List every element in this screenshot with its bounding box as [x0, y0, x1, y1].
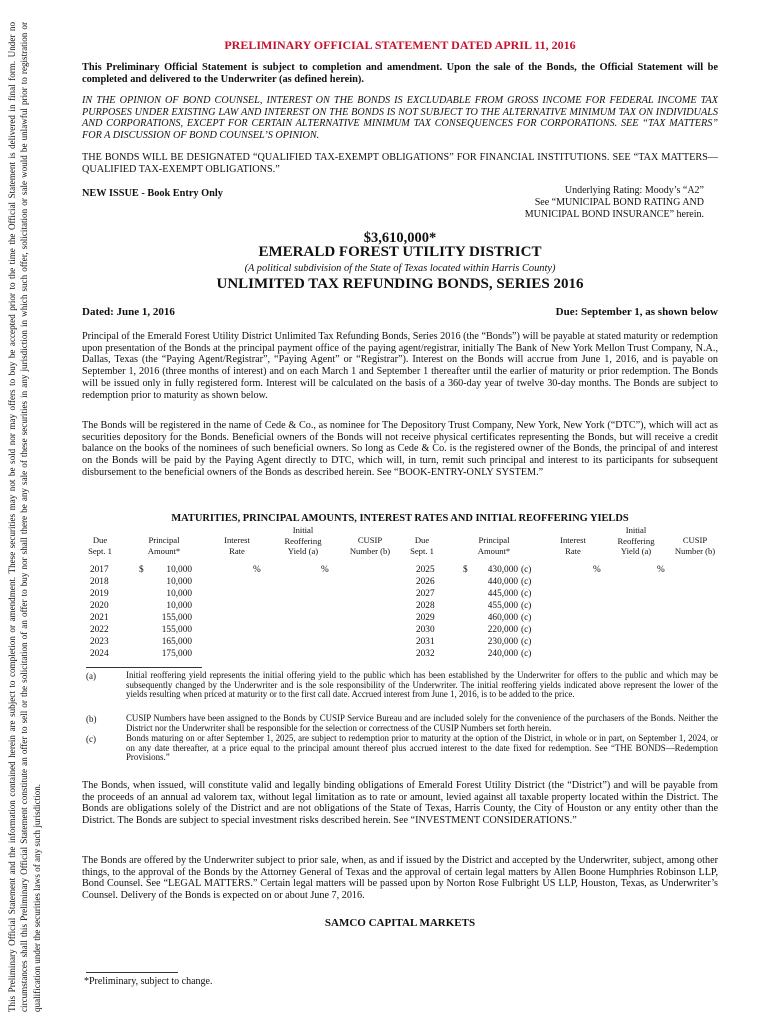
underwriter-name: SAMCO CAPITAL MARKETS — [324, 917, 476, 929]
offering-paragraph: The Bonds are offered by the Underwriter subject to prior sale, when, as and if issued by the District and accepted by the Underwriter, subject, among other things, to the approval of the Bonds by the Attorney General of Texas and the approval of certain legal matters by Allen Boone Humphries Robinson LLP, Bond Counsel. See “LEGAL MATTERS.” Certain legal matters will be passed upon by Norton Rose Fulbright US LLP, Houston, Texas, as Underwriter’s Counsel. Delivery of the Bonds is expected on or about June 7, 2016. — [82, 855, 718, 902]
principal-amount: 455,000 — [487, 601, 518, 611]
dated-date: Dated: June 1, 2016 — [82, 306, 175, 318]
principal-amount: 175,000 — [161, 649, 192, 659]
maturity-year: 2020 — [90, 601, 109, 611]
right-yield-symbol: % — [657, 565, 665, 575]
call-mark: (c) — [521, 613, 532, 623]
maturity-year: 2025 — [416, 565, 435, 575]
principal-amount: 230,000 — [487, 637, 518, 647]
header-rate: Interest Rate — [560, 535, 586, 556]
footnote-mark: (a) — [86, 671, 96, 681]
designation-paragraph: THE BONDS WILL BE DESIGNATED “QUALIFIED TAX-EXEMPT OBLIGATIONS” FOR FINANCIAL INSTITUTIONS. SEE “TAX MATTERS—QUALIFIED TAX-EXEMPT OBLIGATIONS.” — [82, 152, 718, 175]
rating-line: Underlying Rating: Moody’s “A2” — [564, 185, 704, 196]
rating-line: MUNICIPAL BOND INSURANCE” herein. — [524, 209, 704, 221]
maturity-year: 2030 — [416, 625, 435, 635]
left-years-column — [90, 564, 109, 660]
new-issue-label: NEW ISSUE - Book Entry Only — [82, 188, 223, 199]
principal-amount: 445,000 — [487, 589, 518, 599]
header-yield: Initial Reoffering Yield (a) — [284, 525, 322, 557]
principal-amount: 220,000 — [487, 625, 518, 635]
maturity-table — [82, 525, 718, 665]
header-due: Due Sept. 1 — [410, 535, 434, 556]
maturity-year: 2024 — [90, 649, 109, 659]
right-dollar-sign: $ — [463, 565, 468, 575]
issuer-subdivision: (A political subdivision of the State of Texas located within Harris County) — [244, 263, 556, 274]
principal-amount: 10,000 — [166, 577, 192, 587]
legend-sidebar — [0, 0, 72, 1024]
call-mark: (c) — [521, 577, 532, 587]
header-yield: Initial Reoffering Yield (a) — [617, 525, 655, 557]
principal-amount: 10,000 — [166, 565, 192, 575]
right-call-marks-column — [521, 564, 531, 660]
bottom-footnote-divider — [86, 972, 178, 973]
issuer-name: EMERALD FOREST UTILITY DISTRICT — [258, 244, 542, 260]
header-principal: Principal Amount* — [477, 535, 511, 556]
maturity-year: 2032 — [416, 649, 435, 659]
maturity-year: 2017 — [90, 565, 109, 575]
header-cusip: CUSIP Number (b) — [349, 535, 391, 556]
principal-amount: 155,000 — [161, 625, 192, 635]
rating-block — [482, 185, 704, 222]
maturity-year: 2023 — [90, 637, 109, 647]
left-amounts-column — [148, 564, 192, 660]
offering-amount: $3,610,000* — [363, 230, 437, 246]
footnote-text: CUSIP Numbers have been assigned to the Bonds by CUSIP Service Bureau and are included solely for the convenience of the purchasers of the Bonds. Neither the District nor the Underwriter shall be responsible for the selection or correctness of the CUSIP Numbers set forth herein. — [126, 713, 718, 733]
principal-paragraph: Principal of the Emerald Forest Utility District Unlimited Tax Refunding Bonds, Series 2016 (the “Bonds”) will be payable at stated maturity or redemption upon presentation of the Bonds at the principal payment office of the paying agent/registrar, initially The Bank of New York Mellon Trust Company, N.A., Dallas, Texas (the “Paying Agent/Registrar”, “Paying Agent” or “Registrar”). Interest on the Bonds will accrue from June 1, 2016, and is payable on September 1, 2016 (three months of interest) and on each March 1 and September 1 thereafter until the earlier of maturity or prior redemption. The Bonds will be issued only in fully registered form. Interest will be calculated on the basis of a 360-day year of twelve 30-day months. The Bonds are subject to redemption prior to maturity as shown below. — [82, 331, 718, 401]
principal-amount: 460,000 — [487, 613, 518, 623]
header-due: Due Sept. 1 — [88, 535, 112, 556]
legend-text: This Preliminary Official Statement and the information contained herein are subject to completion or amendment. These securities may not be sold nor may offers to buy be accepted prior to the time the Official Statement is delivered in final form. Under no circumstances shall this Preliminary Official Statement constitute an offer to sell or the solicitation of an offer to buy nor shall there be any sale of these securities in any jurisdiction in which such offer, solicitation or sale would be unlawful prior to registration or qualification under the securities laws of any such jurisdiction. — [7, 22, 42, 1012]
maturity-year: 2031 — [416, 637, 435, 647]
footnote-text: Initial reoffering yield represents the initial offering yield to the public which has been established by the Underwriter for offers to the public and which may be subsequently changed by the Underwriter and is the sole responsibility of the Underwriter. The initial reoffering yields indicated above represent the lower of the yields resulting when priced at maturity or to the first call date. Accrued interest from June 1, 2016, is to be added to the price. — [126, 670, 718, 700]
maturity-year: 2026 — [416, 577, 435, 587]
call-mark: (c) — [521, 601, 532, 611]
call-mark: (c) — [521, 625, 532, 635]
maturity-year: 2021 — [90, 613, 109, 623]
principal-amount: 155,000 — [161, 613, 192, 623]
right-years-column — [416, 564, 435, 660]
maturity-year: 2018 — [90, 577, 109, 587]
left-yield-symbol: % — [321, 565, 329, 575]
preliminary-note: *Preliminary, subject to change. — [84, 976, 213, 987]
series-title: UNLIMITED TAX REFUNDING BONDS, SERIES 2016 — [216, 276, 584, 292]
maturity-table-title: MATURITIES, PRINCIPAL AMOUNTS, INTEREST RATES AND INITIAL REOFFERING YIELDS — [171, 513, 629, 524]
principal-amount: 165,000 — [161, 637, 192, 647]
maturity-year: 2027 — [416, 589, 435, 599]
due-date: Due: September 1, as shown below — [555, 306, 718, 318]
right-rate-symbol: % — [593, 565, 601, 575]
footnote-divider — [86, 667, 202, 668]
principal-amount: 10,000 — [166, 601, 192, 611]
right-amounts-column — [474, 564, 518, 660]
maturity-year: 2019 — [90, 589, 109, 599]
header-cusip: CUSIP Number (b) — [674, 535, 716, 556]
tax-opinion-paragraph: IN THE OPINION OF BOND COUNSEL, INTEREST ON THE BONDS IS EXCLUDABLE FROM GROSS INCOME FOR FEDERAL INCOME TAX PURPOSES UNDER EXISTING LAW AND INTEREST ON THE BONDS IS NOT SUBJECT TO THE ALTERNATIVE MINIMUM TAX ON INDIVIDUALS AND CORPORATIONS, EXCEPT FOR CERTAIN ALTERNATIVE MINIMUM TAX CONSEQUENCES FOR CORPORATIONS. SEE “TAX MATTERS” FOR A DISCUSSION OF BOND COUNSEL’S OPINION. — [82, 95, 718, 141]
maturity-year: 2029 — [416, 613, 435, 623]
footnotes-block — [82, 671, 718, 771]
principal-amount: 440,000 — [487, 577, 518, 587]
left-rate-symbol: % — [253, 565, 261, 575]
call-mark: (c) — [521, 649, 532, 659]
rating-line: See “MUNICIPAL BOND RATING AND — [534, 197, 704, 209]
legend-text-block — [6, 22, 43, 1012]
footnote-mark: (c) — [86, 734, 96, 744]
call-mark: (c) — [521, 589, 532, 599]
header-rate: Interest Rate — [224, 535, 250, 556]
footnote-mark: (b) — [86, 714, 97, 724]
principal-amount: 240,000 — [487, 649, 518, 659]
maturity-year: 2022 — [90, 625, 109, 635]
principal-amount: 430,000 — [487, 565, 518, 575]
obligations-paragraph: The Bonds, when issued, will constitute valid and legally binding obligations of Emerald Forest Utility District (the “District”) and will be payable from the proceeds of an annual ad valorem tax, without legal limitation as to rate or amount, levied against all taxable property located within the District. The Bonds are obligations solely of the District and are not obligations of the State of Texas, Harris County, the City of Houston or any entity other than the District. The Bonds are subject to special investment risks described herein. See “INVESTMENT CONSIDERATIONS.” — [82, 780, 718, 827]
header-principal: Principal Amount* — [147, 535, 181, 556]
intro-paragraph: This Preliminary Official Statement is subject to completion and amendment. Upon the sale of the Bonds, the Official Statement will be completed and delivered to the Underwriter (as defined herein). — [82, 62, 718, 85]
left-dollar-sign: $ — [139, 565, 144, 575]
registration-paragraph: The Bonds will be registered in the name of Cede & Co., as nominee for The Depository Trust Company, New York, New York (“DTC”), which will act as securities depository for the Bonds. Beneficial owners of the Bonds will not receive physical certificates representing the Bonds, but will receive a credit balance on the books of the nominees of such beneficial owners. So long as Cede & Co. is the registered owner of the Bonds, the principal of and interest on the Bonds will be paid by the Paying Agent directly to DTC, which will, in turn, remit such principal and interest to its participants for subsequent disbursement to the beneficial owners of the Bonds as described herein. See “BOOK-ENTRY-ONLY SYSTEM.” — [82, 420, 718, 478]
call-mark: (c) — [521, 637, 532, 647]
call-mark: (c) — [521, 565, 532, 575]
maturity-year: 2028 — [416, 601, 435, 611]
principal-amount: 10,000 — [166, 589, 192, 599]
page-title: PRELIMINARY OFFICIAL STATEMENT DATED APRIL 11, 2016 — [224, 38, 576, 52]
footnote-text: Bonds maturing on or after September 1, 2025, are subject to redemption prior to maturity at the option of the District, in whole or in part, on September 1, 2024, or on any date thereafter, at a price equal to the principal amount thereof plus accrued interest to the date fixed for redemption. See “THE BONDS—Redemption Provisions.” — [126, 733, 718, 763]
